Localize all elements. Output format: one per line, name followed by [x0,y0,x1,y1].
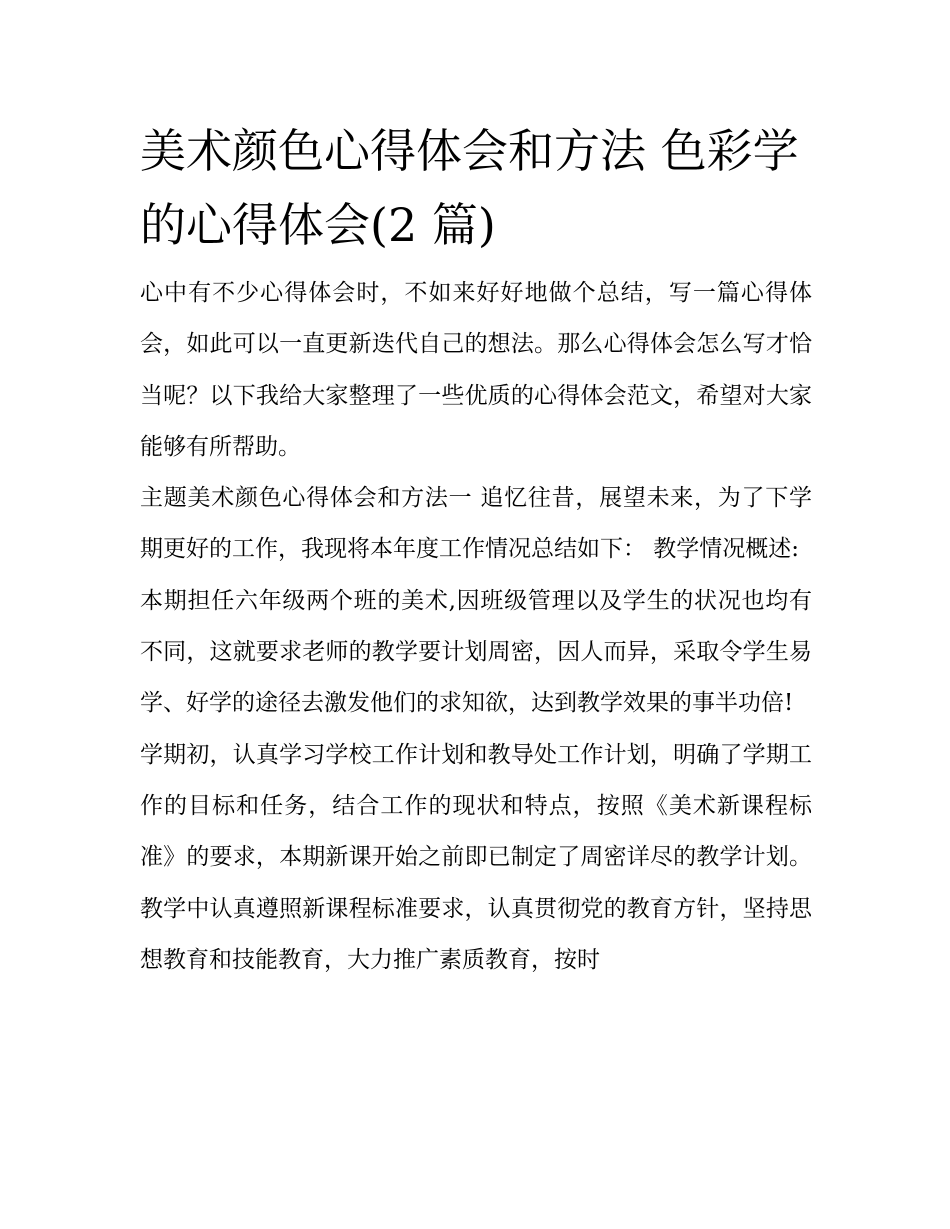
paragraph-teaching-overview: 本期担任六年级两个班的美术,因班级管理以及学生的状况也均有不同，这就要求老师的教学要计划周密，因人而异，采取令学生易学、好学的途径去激发他们的求知欲，达到教学效果的事半功倍! [140,587,812,717]
paragraph-topic: 主题美术颜色心得体会和方法一 追忆往昔，展望未来，为了下学期更好的工作，我现将本年度工作情况总结如下： 教学情况概述: [140,485,812,563]
document-body [140,114,812,986]
document-title: 美术颜色心得体会和方法 色彩学的心得体会(2 篇) [140,124,799,252]
paragraph-intro: 心中有不少心得体会时，不如来好好地做个总结，写一篇心得体会，如此可以一直更新迭代自己的想法。那么心得体会怎么写才恰当呢？以下我给大家整理了一些优质的心得体会范文，希望对大家能够有所帮助。 [140,280,812,460]
paragraph-semester-plan: 学期初，认真学习学校工作计划和教导处工作计划，明确了学期工作的目标和任务，结合工作的现状和特点，按照《美术新课程标准》的要求，本期新课开始之前即已制定了周密详尽的教学计划。教学中认真遵照新课程标准要求，认真贯彻党的教育方针，坚持思想教育和技能教育，大力推广素质教育，按时 [140,741,812,973]
